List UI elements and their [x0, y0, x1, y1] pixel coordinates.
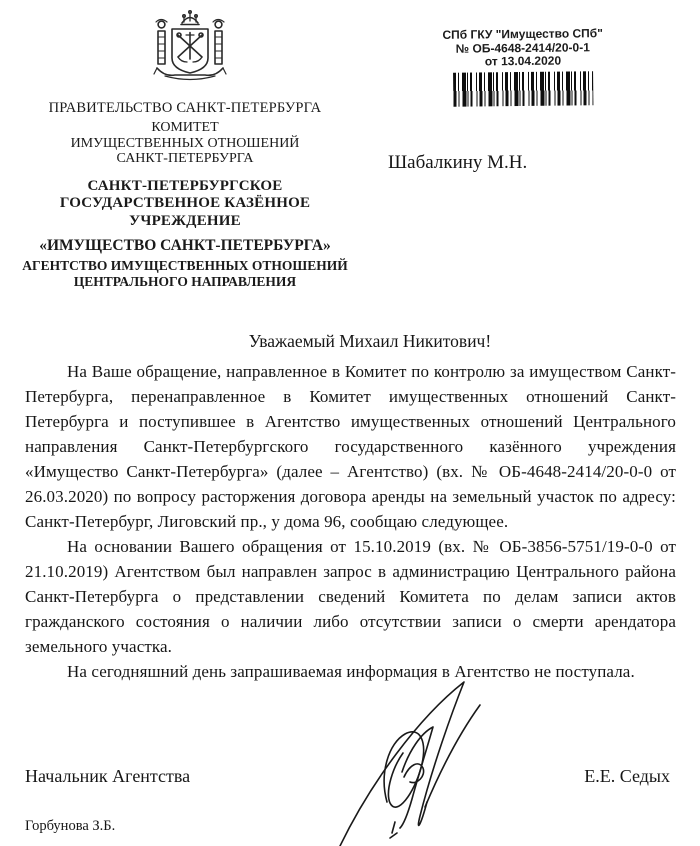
letterhead-institution-line: САНКТ-ПЕТЕРБУРГСКОЕ: [87, 177, 283, 194]
letterhead-committee-line: ИМУЩЕСТВЕННЫХ ОТНОШЕНИЙ: [70, 135, 300, 151]
addressee: Шабалкину М.Н.: [388, 152, 528, 173]
letterhead-committee-line: КОМИТЕТ: [151, 120, 219, 135]
salutation: Уважаемый Михаил Никитович!: [248, 331, 492, 351]
signature-row: [25, 766, 670, 787]
spb-coat-of-arms-icon: [143, 8, 237, 94]
executor-name: Горбунова З.Б.: [25, 818, 116, 834]
letterhead-agency-line: АГЕНТСТВО ИМУЩЕСТВЕННЫХ ОТНОШЕНИЙ: [22, 258, 348, 273]
registration-stamp: [438, 27, 609, 106]
body-paragraph: На сегодняшний день запрашиваемая информация в Агентство не поступала.: [67, 662, 635, 681]
letterhead-institution-line: ГОСУДАРСТВЕННОЕ КАЗЁННОЕ: [59, 195, 311, 211]
body-paragraph: На основании Вашего обращения от 15.10.2019 (вх. № ОБ-3856-5751/19-0-0 от 21.10.2019) Агентством был направлен запрос в администрацию Центрального района Санкт-Петербурга о представлении сведений Комитета по делам записи актов гражданского состояния о наличии либо отсутствии записи о смерти арендатора земельного участка.: [25, 537, 676, 656]
handwritten-signature: [332, 676, 514, 846]
letterhead-institution-name: «ИМУЩЕСТВО САНКТ-ПЕТЕРБУРГА»: [39, 237, 331, 254]
letterhead-committee-line: САНКТ-ПЕТЕРБУРГА: [116, 151, 254, 166]
stamp-date-line: от 13.04.2020: [484, 53, 562, 69]
letterhead-government: ПРАВИТЕЛЬСТВО САНКТ-ПЕТЕРБУРГА: [48, 100, 322, 116]
body-paragraph: На Ваше обращение, направленное в Комитет по контролю за имуществом Санкт-Петербурга, перенаправленное в Комитет имущественных отношений Санкт-Петербурга и поступившее в Агентство имущественных отношений Центрального направления Санкт-Петербургского государственного казённого учреждения «Имущество Санкт-Петербурга» (далее – Агентство) (вх. № ОБ-4648-2414/20-0-0 от 26.03.2020) по вопросу расторжения договора аренды на земельный участок по адресу: Санкт-Петербург, Лиговский пр., у дома 96, сообщаю следующее.: [25, 362, 676, 531]
barcode: [453, 71, 593, 106]
letterhead-agency-line: ЦЕНТРАЛЬНОГО НАПРАВЛЕНИЯ: [73, 274, 297, 289]
letterhead-institution-line: УЧРЕЖДЕНИЕ: [129, 212, 241, 229]
stamp-org-line: СПб ГКУ "Имущество СПб": [442, 26, 603, 42]
letterhead: [18, 99, 352, 290]
signer-position: Начальник Агентства: [25, 766, 191, 786]
letter-body: [25, 359, 676, 684]
stamp-number-line: № ОБ-4648-2414/20-0-1: [455, 39, 590, 56]
signer-name: Е.Е. Седых: [584, 766, 670, 786]
